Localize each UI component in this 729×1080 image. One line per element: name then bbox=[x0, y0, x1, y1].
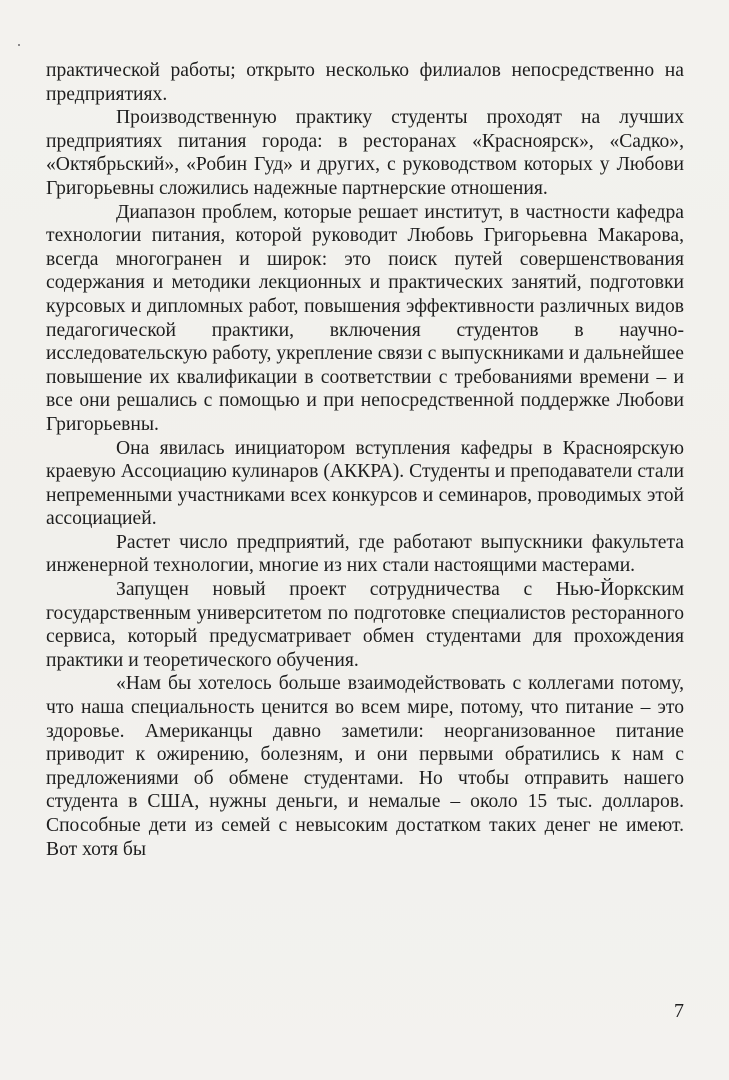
paragraph-association: Она явилась инициатором вступления кафедры в Красноярскую краевую Ассоциацию кулинаров (АККРА). Студенты и преподаватели стали непременными участниками всех конкурсов и семинаров, проводимых этой ассоциацией. bbox=[46, 437, 684, 530]
paragraph-project: Запущен новый проект сотрудничества с Нью-Йоркским государственным университетом по подготовке специалистов ресторанного сервиса, который предусматривает обмен студентами для прохождения практики и теоретического обучения. bbox=[46, 579, 684, 671]
scan-speck bbox=[18, 44, 20, 46]
paragraph-graduates: Растет число предприятий, где работают выпускники факультета инженерной технологии, многие из них стали настоящими мастерами. bbox=[46, 531, 684, 577]
paragraph-practice: Производственную практику студенты проходят на лучших предприятиях питания города: в ресторанах «Красноярск», «Садко», «Октябрьский», «Робин Гуд» и других, с руководством которых у Любови Григорьевны сложились надежные партнерские отношения. bbox=[46, 107, 684, 199]
paragraph-continuation: практической работы; открыто несколько филиалов непосредственно на предприятиях. bbox=[46, 60, 684, 105]
body-text bbox=[46, 59, 684, 861]
paragraph-quote: «Нам бы хотелось больше взаимодействовать с коллегами потому, что наша специальность ценится во всем мире, потому, что питание – это здоровье. Американцы давно заметили: неорганизованное питание приводит к ожирению, болезням, и они первыми обратились к нам с предложениями об обмене студентами. Но чтобы отправить нашего студента в США, нужны деньги, и немалые – около 15 тыс. долларов. Способные дети из семей с невысоким достатком таких денег не имеют. Вот хотя бы bbox=[46, 673, 684, 860]
paragraph-problems: Диапазон проблем, которые решает институт, в частности кафедра технологии питания, которой руководит Любовь Григорьевна Макарова, всегда многогранен и широк: это поиск путей совершенствования содержания и методики лекционных и практических занятий, подготовки курсовых и дипломных работ, повышения эффективности различных видов педагогической практики, включения студентов в научно-исследовательскую работу, укрепление связи с выпускниками и дальнейшее повышение их квалификации в соответствии с требованиями времени – и все они решались с помощью и при непосредственной поддержке Любови Григорьевны. bbox=[46, 201, 684, 435]
page-number: 7 bbox=[674, 1000, 684, 1022]
